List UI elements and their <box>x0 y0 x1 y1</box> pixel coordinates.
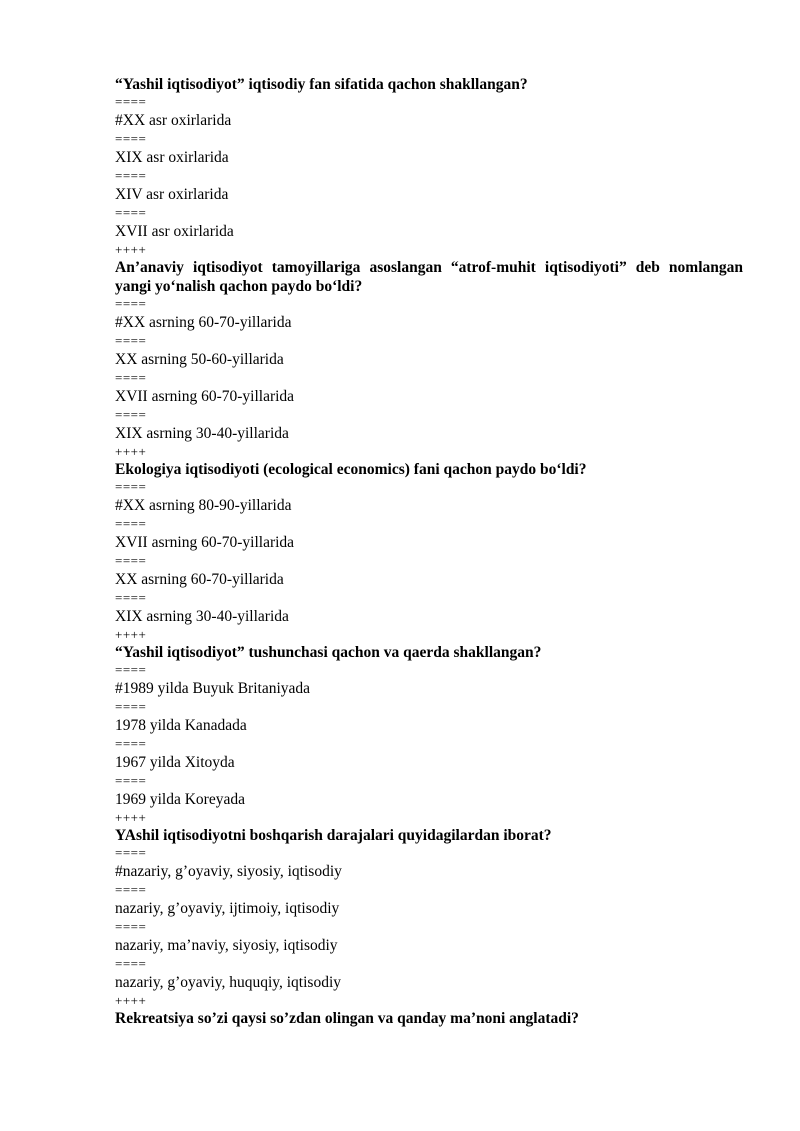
option-separator: ==== <box>115 168 147 183</box>
option-separator: ==== <box>115 205 147 220</box>
option-separator: ==== <box>115 479 147 494</box>
question-block <box>115 75 743 258</box>
question-separator: ++++ <box>115 444 147 459</box>
option-separator: ==== <box>115 333 147 348</box>
answer-option: #XX asrning 80-90-yillarida <box>115 497 292 514</box>
answer-option: XVII asrning 60-70-yillarida <box>115 388 295 405</box>
option-separator: ==== <box>115 370 147 385</box>
answer-option: 1967 yilda Xitoyda <box>115 754 235 771</box>
option-separator: ==== <box>115 919 147 934</box>
option-separator: ==== <box>115 662 147 677</box>
option-separator: ==== <box>115 296 147 311</box>
document-page <box>115 75 743 1028</box>
question-block <box>115 826 743 1009</box>
question-text: YAshil iqtisodiyotni boshqarish darajalari quyidagilardan iborat? <box>115 827 552 844</box>
answer-option: XIX asr oxirlarida <box>115 149 229 166</box>
answer-option: XVII asrning 60-70-yillarida <box>115 534 295 551</box>
question-separator: ++++ <box>115 627 147 642</box>
question-text: An’anaviy iqtisodiyot tamoyillariga asoslangan “atrof-muhit iqtisodiyoti” deb nomlangan yangi yo‘nalish qachon paydo bo‘ldi? <box>115 259 743 295</box>
question-text: “Yashil iqtisodiyot” iqtisodiy fan sifatida qachon shakllangan? <box>115 76 528 93</box>
answer-option: XVII asr oxirlarida <box>115 223 234 240</box>
answer-option: #XX asr oxirlarida <box>115 112 232 129</box>
question-separator: ++++ <box>115 810 147 825</box>
question-block <box>115 258 743 460</box>
answer-option: XIX asrning 30-40-yillarida <box>115 608 289 625</box>
question-text: “Yashil iqtisodiyot” tushunchasi qachon va qaerda shakllangan? <box>115 644 542 661</box>
answer-option: nazariy, ma’naviy, siyosiy, iqtisodiy <box>115 937 338 954</box>
question-text: Rekreatsiya so’zi qaysi so’zdan olingan va qanday ma’noni anglatadi? <box>115 1010 579 1027</box>
question-block <box>115 643 743 826</box>
question-block <box>115 1009 743 1028</box>
answer-option: #1989 yilda Buyuk Britaniyada <box>115 680 311 697</box>
question-separator: ++++ <box>115 993 147 1008</box>
option-separator: ==== <box>115 736 147 751</box>
answer-option: #nazariy, g’oyaviy, siyosiy, iqtisodiy <box>115 863 342 880</box>
answer-option: #XX asrning 60-70-yillarida <box>115 314 292 331</box>
answer-option: 1978 yilda Kanadada <box>115 717 247 734</box>
option-separator: ==== <box>115 699 147 714</box>
option-separator: ==== <box>115 590 147 605</box>
answer-option: nazariy, g’oyaviy, ijtimoiy, iqtisodiy <box>115 900 340 917</box>
answer-option: nazariy, g’oyaviy, huquqiy, iqtisodiy <box>115 974 341 991</box>
option-separator: ==== <box>115 773 147 788</box>
answer-option: XIX asrning 30-40-yillarida <box>115 425 289 442</box>
question-separator: ++++ <box>115 242 147 257</box>
option-separator: ==== <box>115 407 147 422</box>
option-separator: ==== <box>115 94 147 109</box>
answer-option: 1969 yilda Koreyada <box>115 791 245 808</box>
answer-option: XX asrning 60-70-yillarida <box>115 571 284 588</box>
question-block <box>115 460 743 643</box>
option-separator: ==== <box>115 131 147 146</box>
option-separator: ==== <box>115 516 147 531</box>
question-text: Ekologiya iqtisodiyoti (ecological economics) fani qachon paydo bo‘ldi? <box>115 461 587 478</box>
option-separator: ==== <box>115 845 147 860</box>
answer-option: XX asrning 50-60-yillarida <box>115 351 284 368</box>
option-separator: ==== <box>115 882 147 897</box>
option-separator: ==== <box>115 956 147 971</box>
answer-option: XIV asr oxirlarida <box>115 186 229 203</box>
option-separator: ==== <box>115 553 147 568</box>
